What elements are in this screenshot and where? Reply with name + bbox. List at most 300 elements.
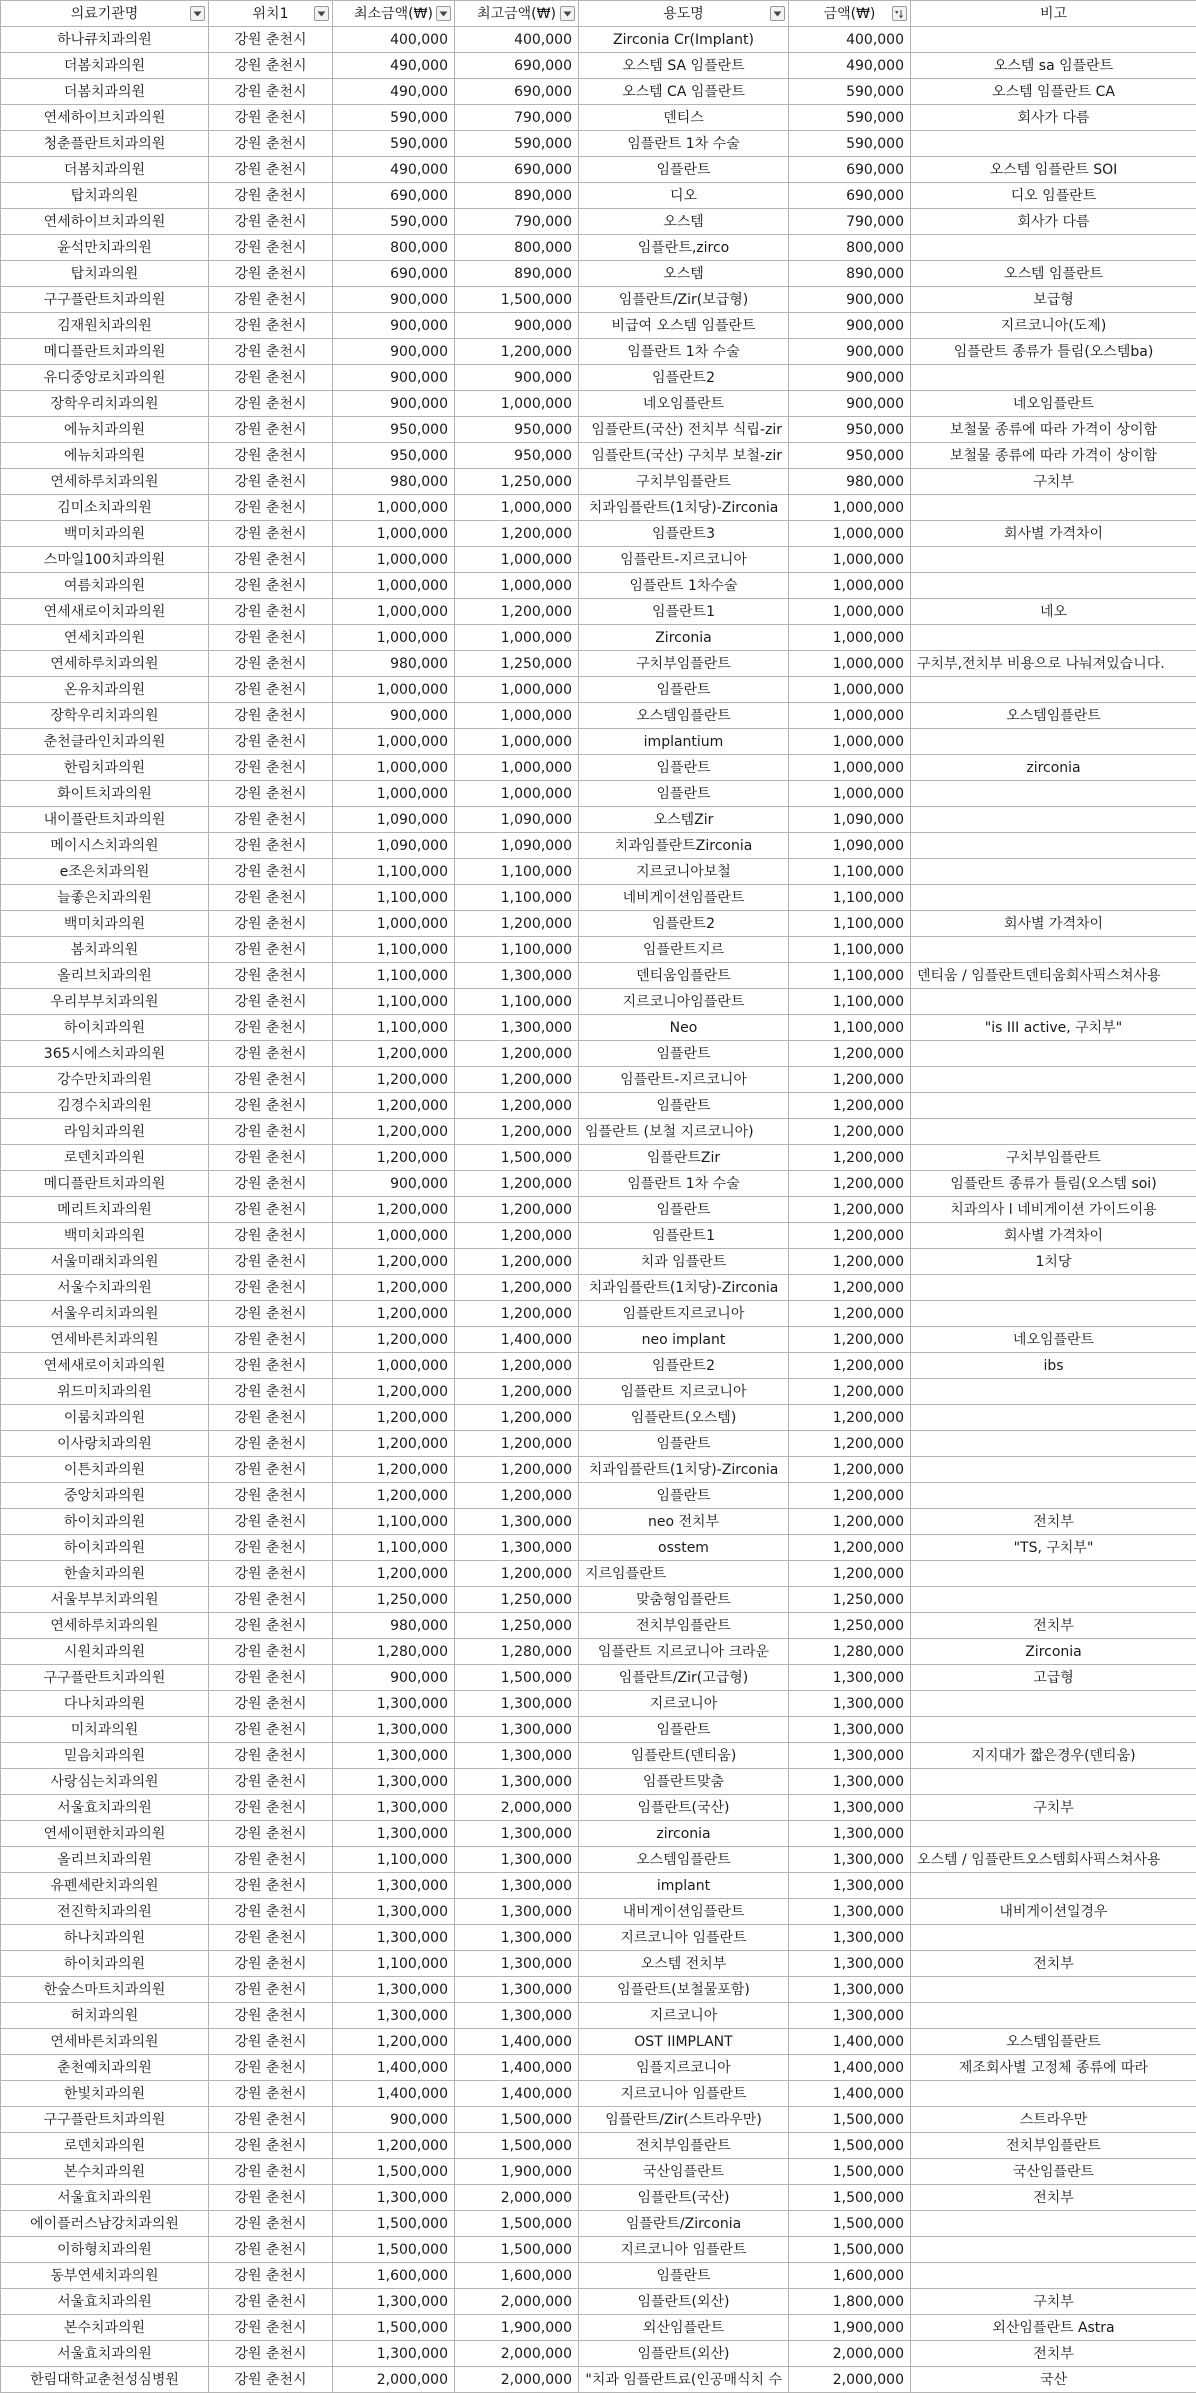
cell-usage-name[interactable]: 치과임플란트(1치당)-Zirconia bbox=[579, 1275, 789, 1301]
cell-usage-name[interactable]: 전치부임플란트 bbox=[579, 1613, 789, 1639]
cell-remarks[interactable] bbox=[911, 547, 1196, 573]
cell-max-price[interactable]: 1,200,000 bbox=[455, 1119, 579, 1145]
cell-remarks[interactable] bbox=[911, 1717, 1196, 1743]
cell-price[interactable]: 1,090,000 bbox=[789, 833, 911, 859]
cell-remarks[interactable]: 지르코니아(도제) bbox=[911, 313, 1196, 339]
cell-usage-name[interactable]: 임플란트3 bbox=[579, 521, 789, 547]
cell-usage-name[interactable]: 네오임플란트 bbox=[579, 391, 789, 417]
cell-remarks[interactable] bbox=[911, 1093, 1196, 1119]
table-row[interactable] bbox=[1, 547, 1196, 573]
cell-institution-name[interactable]: 서울미래치과의원 bbox=[1, 1249, 209, 1275]
cell-remarks[interactable] bbox=[911, 1301, 1196, 1327]
cell-min-price[interactable]: 1,300,000 bbox=[333, 1977, 455, 2003]
cell-max-price[interactable]: 2,000,000 bbox=[455, 1795, 579, 1821]
cell-usage-name[interactable]: 임플란트 bbox=[579, 677, 789, 703]
cell-max-price[interactable]: 1,000,000 bbox=[455, 781, 579, 807]
cell-min-price[interactable]: 1,250,000 bbox=[333, 1587, 455, 1613]
cell-institution-name[interactable]: 더봄치과의원 bbox=[1, 53, 209, 79]
cell-price[interactable]: 1,400,000 bbox=[789, 2029, 911, 2055]
table-row[interactable] bbox=[1, 1197, 1196, 1223]
cell-max-price[interactable]: 1,090,000 bbox=[455, 807, 579, 833]
dropdown-arrow-icon[interactable] bbox=[190, 6, 205, 21]
cell-max-price[interactable]: 1,250,000 bbox=[455, 651, 579, 677]
cell-remarks[interactable] bbox=[911, 2211, 1196, 2237]
cell-institution-name[interactable]: 장학우리치과의원 bbox=[1, 391, 209, 417]
cell-remarks[interactable]: 덴티움 / 임플란트덴티움회사픽스쳐사용 bbox=[911, 963, 1196, 989]
cell-min-price[interactable]: 690,000 bbox=[333, 183, 455, 209]
cell-remarks[interactable]: 내비게이션일경우 bbox=[911, 1899, 1196, 1925]
cell-min-price[interactable]: 1,000,000 bbox=[333, 677, 455, 703]
cell-max-price[interactable]: 1,400,000 bbox=[455, 2081, 579, 2107]
cell-location[interactable]: 강원 춘천시 bbox=[209, 677, 333, 703]
table-row[interactable] bbox=[1, 1275, 1196, 1301]
cell-usage-name[interactable]: implant bbox=[579, 1873, 789, 1899]
cell-remarks[interactable]: "TS, 구치부" bbox=[911, 1535, 1196, 1561]
cell-min-price[interactable]: 1,200,000 bbox=[333, 1405, 455, 1431]
cell-min-price[interactable]: 490,000 bbox=[333, 157, 455, 183]
cell-usage-name[interactable]: 지르코니아 임플란트 bbox=[579, 2237, 789, 2263]
cell-max-price[interactable]: 1,250,000 bbox=[455, 469, 579, 495]
table-row[interactable] bbox=[1, 833, 1196, 859]
cell-remarks[interactable] bbox=[911, 859, 1196, 885]
cell-remarks[interactable] bbox=[911, 1925, 1196, 1951]
cell-price[interactable]: 400,000 bbox=[789, 27, 911, 53]
cell-price[interactable]: 1,200,000 bbox=[789, 1093, 911, 1119]
cell-institution-name[interactable]: 서울수치과의원 bbox=[1, 1275, 209, 1301]
cell-institution-name[interactable]: 탑치과의원 bbox=[1, 261, 209, 287]
cell-institution-name[interactable]: 화이트치과의원 bbox=[1, 781, 209, 807]
cell-location[interactable]: 강원 춘천시 bbox=[209, 651, 333, 677]
cell-institution-name[interactable]: 강수만치과의원 bbox=[1, 1067, 209, 1093]
cell-min-price[interactable]: 400,000 bbox=[333, 27, 455, 53]
cell-price[interactable]: 1,000,000 bbox=[789, 573, 911, 599]
cell-usage-name[interactable]: 임플란트/Zirconia bbox=[579, 2211, 789, 2237]
cell-min-price[interactable]: 900,000 bbox=[333, 287, 455, 313]
cell-remarks[interactable]: 오스템 임플란트 bbox=[911, 261, 1196, 287]
cell-min-price[interactable]: 1,500,000 bbox=[333, 2237, 455, 2263]
cell-institution-name[interactable]: 구구플란트치과의원 bbox=[1, 1665, 209, 1691]
cell-location[interactable]: 강원 춘천시 bbox=[209, 2107, 333, 2133]
cell-price[interactable]: 490,000 bbox=[789, 53, 911, 79]
cell-min-price[interactable]: 1,300,000 bbox=[333, 2003, 455, 2029]
cell-price[interactable]: 1,500,000 bbox=[789, 2107, 911, 2133]
cell-max-price[interactable]: 1,500,000 bbox=[455, 2237, 579, 2263]
cell-max-price[interactable]: 1,200,000 bbox=[455, 1067, 579, 1093]
cell-price[interactable]: 1,200,000 bbox=[789, 1353, 911, 1379]
table-row[interactable] bbox=[1, 1691, 1196, 1717]
cell-min-price[interactable]: 1,300,000 bbox=[333, 1821, 455, 1847]
cell-max-price[interactable]: 590,000 bbox=[455, 131, 579, 157]
cell-remarks[interactable]: 제조회사별 고정체 종류에 따라 bbox=[911, 2055, 1196, 2081]
cell-usage-name[interactable]: 오스템 bbox=[579, 261, 789, 287]
cell-max-price[interactable]: 1,300,000 bbox=[455, 1821, 579, 1847]
cell-min-price[interactable]: 1,200,000 bbox=[333, 1431, 455, 1457]
cell-usage-name[interactable]: 임플란트 bbox=[579, 1717, 789, 1743]
cell-location[interactable]: 강원 춘천시 bbox=[209, 1431, 333, 1457]
cell-price[interactable]: 1,200,000 bbox=[789, 1041, 911, 1067]
cell-price[interactable]: 1,090,000 bbox=[789, 807, 911, 833]
cell-institution-name[interactable]: 김경수치과의원 bbox=[1, 1093, 209, 1119]
cell-min-price[interactable]: 1,000,000 bbox=[333, 599, 455, 625]
cell-location[interactable]: 강원 춘천시 bbox=[209, 53, 333, 79]
cell-max-price[interactable]: 1,200,000 bbox=[455, 1379, 579, 1405]
cell-remarks[interactable]: 전치부 bbox=[911, 1509, 1196, 1535]
cell-institution-name[interactable]: 하나치과의원 bbox=[1, 1925, 209, 1951]
cell-institution-name[interactable]: 늘좋은치과의원 bbox=[1, 885, 209, 911]
cell-remarks[interactable]: 외산임플란트 Astra bbox=[911, 2315, 1196, 2341]
cell-remarks[interactable]: 오스템임플란트 bbox=[911, 703, 1196, 729]
cell-price[interactable]: 1,800,000 bbox=[789, 2289, 911, 2315]
cell-max-price[interactable]: 950,000 bbox=[455, 417, 579, 443]
cell-max-price[interactable]: 1,500,000 bbox=[455, 2211, 579, 2237]
cell-location[interactable]: 강원 춘천시 bbox=[209, 157, 333, 183]
cell-location[interactable]: 강원 춘천시 bbox=[209, 183, 333, 209]
table-row[interactable] bbox=[1, 885, 1196, 911]
cell-institution-name[interactable]: 우리부부치과의원 bbox=[1, 989, 209, 1015]
cell-max-price[interactable]: 1,090,000 bbox=[455, 833, 579, 859]
table-row[interactable] bbox=[1, 1379, 1196, 1405]
cell-max-price[interactable]: 1,400,000 bbox=[455, 2029, 579, 2055]
table-row[interactable] bbox=[1, 1561, 1196, 1587]
cell-price[interactable]: 1,200,000 bbox=[789, 1405, 911, 1431]
cell-usage-name[interactable]: 임플란트(덴티움) bbox=[579, 1743, 789, 1769]
cell-remarks[interactable]: 치과의사 l 네비게이션 가이드이용 bbox=[911, 1197, 1196, 1223]
cell-location[interactable]: 강원 춘천시 bbox=[209, 1977, 333, 2003]
cell-min-price[interactable]: 1,100,000 bbox=[333, 1951, 455, 1977]
table-row[interactable] bbox=[1, 1431, 1196, 1457]
cell-remarks[interactable] bbox=[911, 1275, 1196, 1301]
cell-remarks[interactable] bbox=[911, 2081, 1196, 2107]
cell-institution-name[interactable]: 하이치과의원 bbox=[1, 1951, 209, 1977]
cell-remarks[interactable] bbox=[911, 1379, 1196, 1405]
cell-min-price[interactable]: 2,000,000 bbox=[333, 2367, 455, 2393]
cell-min-price[interactable]: 1,300,000 bbox=[333, 1743, 455, 1769]
cell-institution-name[interactable]: 백미치과의원 bbox=[1, 521, 209, 547]
cell-max-price[interactable]: 790,000 bbox=[455, 209, 579, 235]
cell-usage-name[interactable]: 임플란트(국산) bbox=[579, 1795, 789, 1821]
cell-min-price[interactable]: 1,000,000 bbox=[333, 573, 455, 599]
cell-institution-name[interactable]: e조은치과의원 bbox=[1, 859, 209, 885]
cell-location[interactable]: 강원 춘천시 bbox=[209, 469, 333, 495]
cell-remarks[interactable] bbox=[911, 1405, 1196, 1431]
cell-min-price[interactable]: 800,000 bbox=[333, 235, 455, 261]
cell-remarks[interactable] bbox=[911, 625, 1196, 651]
table-row[interactable] bbox=[1, 1743, 1196, 1769]
cell-remarks[interactable] bbox=[911, 131, 1196, 157]
cell-price[interactable]: 1,300,000 bbox=[789, 1691, 911, 1717]
cell-usage-name[interactable]: 임플란트 bbox=[579, 157, 789, 183]
cell-remarks[interactable]: 국산 bbox=[911, 2367, 1196, 2393]
cell-price[interactable]: 1,200,000 bbox=[789, 1223, 911, 1249]
cell-max-price[interactable]: 1,000,000 bbox=[455, 573, 579, 599]
cell-max-price[interactable]: 1,300,000 bbox=[455, 1951, 579, 1977]
table-row[interactable] bbox=[1, 573, 1196, 599]
cell-price[interactable]: 1,300,000 bbox=[789, 1743, 911, 1769]
cell-usage-name[interactable]: 임플란트(보철물포함) bbox=[579, 1977, 789, 2003]
cell-remarks[interactable] bbox=[911, 781, 1196, 807]
table-row[interactable] bbox=[1, 261, 1196, 287]
cell-location[interactable]: 강원 춘천시 bbox=[209, 1457, 333, 1483]
cell-price[interactable]: 900,000 bbox=[789, 391, 911, 417]
cell-remarks[interactable]: zirconia bbox=[911, 755, 1196, 781]
cell-min-price[interactable]: 1,400,000 bbox=[333, 2055, 455, 2081]
cell-location[interactable]: 강원 춘천시 bbox=[209, 417, 333, 443]
cell-institution-name[interactable]: 더봄치과의원 bbox=[1, 79, 209, 105]
cell-remarks[interactable] bbox=[911, 573, 1196, 599]
cell-remarks[interactable]: 국산임플란트 bbox=[911, 2159, 1196, 2185]
cell-usage-name[interactable]: 임플란트1 bbox=[579, 599, 789, 625]
cell-min-price[interactable]: 1,200,000 bbox=[333, 1197, 455, 1223]
cell-price[interactable]: 1,100,000 bbox=[789, 885, 911, 911]
table-row[interactable] bbox=[1, 287, 1196, 313]
cell-min-price[interactable]: 1,600,000 bbox=[333, 2263, 455, 2289]
cell-location[interactable]: 강원 춘천시 bbox=[209, 521, 333, 547]
cell-location[interactable]: 강원 춘천시 bbox=[209, 1561, 333, 1587]
cell-price[interactable]: 1,200,000 bbox=[789, 1197, 911, 1223]
cell-institution-name[interactable]: 메디플란트치과의원 bbox=[1, 339, 209, 365]
cell-min-price[interactable]: 1,300,000 bbox=[333, 1925, 455, 1951]
cell-price[interactable]: 1,200,000 bbox=[789, 1275, 911, 1301]
header-location[interactable] bbox=[209, 1, 333, 27]
table-row[interactable] bbox=[1, 417, 1196, 443]
cell-max-price[interactable]: 1,300,000 bbox=[455, 1873, 579, 1899]
cell-institution-name[interactable]: 연세하루치과의원 bbox=[1, 1613, 209, 1639]
cell-price[interactable]: 1,200,000 bbox=[789, 1067, 911, 1093]
cell-usage-name[interactable]: 임플란트(국산) 구치부 보철-zir bbox=[579, 443, 789, 469]
cell-max-price[interactable]: 1,300,000 bbox=[455, 1743, 579, 1769]
cell-institution-name[interactable]: 시원치과의원 bbox=[1, 1639, 209, 1665]
table-row[interactable] bbox=[1, 1509, 1196, 1535]
cell-min-price[interactable]: 1,090,000 bbox=[333, 807, 455, 833]
cell-remarks[interactable] bbox=[911, 677, 1196, 703]
cell-price[interactable]: 950,000 bbox=[789, 417, 911, 443]
cell-location[interactable]: 강원 춘천시 bbox=[209, 781, 333, 807]
cell-usage-name[interactable]: 오스템 bbox=[579, 209, 789, 235]
cell-remarks[interactable]: 전치부 bbox=[911, 2185, 1196, 2211]
table-row[interactable] bbox=[1, 2185, 1196, 2211]
cell-institution-name[interactable]: 메리트치과의원 bbox=[1, 1197, 209, 1223]
cell-remarks[interactable]: 네오임플란트 bbox=[911, 391, 1196, 417]
cell-usage-name[interactable]: 임플란트-지르코니아 bbox=[579, 1067, 789, 1093]
cell-remarks[interactable] bbox=[911, 1769, 1196, 1795]
cell-location[interactable]: 강원 춘천시 bbox=[209, 625, 333, 651]
cell-min-price[interactable]: 1,100,000 bbox=[333, 859, 455, 885]
cell-max-price[interactable]: 1,300,000 bbox=[455, 1509, 579, 1535]
table-row[interactable] bbox=[1, 157, 1196, 183]
table-row[interactable] bbox=[1, 1457, 1196, 1483]
cell-location[interactable]: 강원 춘천시 bbox=[209, 2341, 333, 2367]
cell-location[interactable]: 강원 춘천시 bbox=[209, 1145, 333, 1171]
cell-max-price[interactable]: 1,000,000 bbox=[455, 495, 579, 521]
cell-remarks[interactable]: 고급형 bbox=[911, 1665, 1196, 1691]
table-row[interactable] bbox=[1, 625, 1196, 651]
cell-institution-name[interactable]: 허치과의원 bbox=[1, 2003, 209, 2029]
cell-price[interactable]: 590,000 bbox=[789, 131, 911, 157]
cell-price[interactable]: 1,000,000 bbox=[789, 677, 911, 703]
cell-max-price[interactable]: 1,200,000 bbox=[455, 1405, 579, 1431]
cell-usage-name[interactable]: 임플란트 bbox=[579, 755, 789, 781]
cell-max-price[interactable]: 1,500,000 bbox=[455, 1665, 579, 1691]
cell-usage-name[interactable]: Neo bbox=[579, 1015, 789, 1041]
table-row[interactable] bbox=[1, 1171, 1196, 1197]
cell-min-price[interactable]: 900,000 bbox=[333, 703, 455, 729]
cell-remarks[interactable]: 전치부 bbox=[911, 1951, 1196, 1977]
cell-remarks[interactable]: 오스템 / 임플란트오스템회사픽스쳐사용 bbox=[911, 1847, 1196, 1873]
cell-remarks[interactable] bbox=[911, 1119, 1196, 1145]
cell-location[interactable]: 강원 춘천시 bbox=[209, 2185, 333, 2211]
cell-price[interactable]: 1,500,000 bbox=[789, 2237, 911, 2263]
table-row[interactable] bbox=[1, 53, 1196, 79]
cell-max-price[interactable]: 1,300,000 bbox=[455, 1899, 579, 1925]
cell-location[interactable]: 강원 춘천시 bbox=[209, 2315, 333, 2341]
cell-location[interactable]: 강원 춘천시 bbox=[209, 807, 333, 833]
cell-institution-name[interactable]: 온유치과의원 bbox=[1, 677, 209, 703]
table-row[interactable] bbox=[1, 1405, 1196, 1431]
cell-remarks[interactable] bbox=[911, 1483, 1196, 1509]
cell-min-price[interactable]: 1,100,000 bbox=[333, 1015, 455, 1041]
cell-price[interactable]: 1,300,000 bbox=[789, 1821, 911, 1847]
cell-remarks[interactable]: 전치부 bbox=[911, 1613, 1196, 1639]
cell-location[interactable]: 강원 춘천시 bbox=[209, 339, 333, 365]
cell-min-price[interactable]: 1,300,000 bbox=[333, 2289, 455, 2315]
cell-price[interactable]: 1,600,000 bbox=[789, 2263, 911, 2289]
cell-price[interactable]: 1,000,000 bbox=[789, 521, 911, 547]
cell-max-price[interactable]: 1,000,000 bbox=[455, 625, 579, 651]
table-row[interactable] bbox=[1, 495, 1196, 521]
cell-location[interactable]: 강원 춘천시 bbox=[209, 1275, 333, 1301]
cell-usage-name[interactable]: 지르코니아 임플란트 bbox=[579, 1925, 789, 1951]
cell-location[interactable]: 강원 춘천시 bbox=[209, 1587, 333, 1613]
cell-remarks[interactable]: 전치부임플란트 bbox=[911, 2133, 1196, 2159]
cell-min-price[interactable]: 900,000 bbox=[333, 2107, 455, 2133]
cell-institution-name[interactable]: 라임치과의원 bbox=[1, 1119, 209, 1145]
header-price[interactable] bbox=[789, 1, 911, 27]
cell-location[interactable]: 강원 춘천시 bbox=[209, 1847, 333, 1873]
cell-location[interactable]: 강원 춘천시 bbox=[209, 1665, 333, 1691]
cell-institution-name[interactable]: 365시에스치과의원 bbox=[1, 1041, 209, 1067]
cell-max-price[interactable]: 1,300,000 bbox=[455, 1977, 579, 2003]
cell-usage-name[interactable]: 구치부임플란트 bbox=[579, 651, 789, 677]
table-row[interactable] bbox=[1, 521, 1196, 547]
cell-remarks[interactable]: 네오임플란트 bbox=[911, 1327, 1196, 1353]
table-row[interactable] bbox=[1, 1951, 1196, 1977]
table-row[interactable] bbox=[1, 1769, 1196, 1795]
cell-min-price[interactable]: 1,200,000 bbox=[333, 1379, 455, 1405]
table-row[interactable] bbox=[1, 1067, 1196, 1093]
cell-usage-name[interactable]: neo implant bbox=[579, 1327, 789, 1353]
cell-remarks[interactable]: 오스템임플란트 bbox=[911, 2029, 1196, 2055]
cell-usage-name[interactable]: 임플란트 bbox=[579, 1197, 789, 1223]
cell-usage-name[interactable]: 치과 임플란트 bbox=[579, 1249, 789, 1275]
cell-remarks[interactable] bbox=[911, 495, 1196, 521]
cell-remarks[interactable] bbox=[911, 1977, 1196, 2003]
cell-location[interactable]: 강원 춘천시 bbox=[209, 1613, 333, 1639]
cell-location[interactable]: 강원 춘천시 bbox=[209, 1795, 333, 1821]
cell-min-price[interactable]: 590,000 bbox=[333, 131, 455, 157]
cell-price[interactable]: 1,200,000 bbox=[789, 1431, 911, 1457]
cell-min-price[interactable]: 1,000,000 bbox=[333, 911, 455, 937]
cell-usage-name[interactable]: 임플란트 bbox=[579, 2263, 789, 2289]
table-row[interactable] bbox=[1, 1483, 1196, 1509]
cell-usage-name[interactable]: 임플란트 bbox=[579, 1431, 789, 1457]
cell-remarks[interactable] bbox=[911, 1873, 1196, 1899]
cell-max-price[interactable]: 2,000,000 bbox=[455, 2289, 579, 2315]
cell-usage-name[interactable]: 국산임플란트 bbox=[579, 2159, 789, 2185]
cell-institution-name[interactable]: 청춘플란트치과의원 bbox=[1, 131, 209, 157]
cell-usage-name[interactable]: 지르코니아 bbox=[579, 2003, 789, 2029]
table-row[interactable] bbox=[1, 2029, 1196, 2055]
cell-price[interactable]: 1,100,000 bbox=[789, 1015, 911, 1041]
cell-price[interactable]: 1,300,000 bbox=[789, 1951, 911, 1977]
cell-min-price[interactable]: 1,000,000 bbox=[333, 1353, 455, 1379]
cell-usage-name[interactable]: 임플란트2 bbox=[579, 1353, 789, 1379]
cell-location[interactable]: 강원 춘천시 bbox=[209, 911, 333, 937]
cell-location[interactable]: 강원 춘천시 bbox=[209, 287, 333, 313]
cell-institution-name[interactable]: 에뉴치과의원 bbox=[1, 417, 209, 443]
cell-price[interactable]: 1,200,000 bbox=[789, 1301, 911, 1327]
cell-min-price[interactable]: 1,200,000 bbox=[333, 1145, 455, 1171]
cell-min-price[interactable]: 1,400,000 bbox=[333, 2081, 455, 2107]
cell-institution-name[interactable]: 연세새로이치과의원 bbox=[1, 599, 209, 625]
cell-location[interactable]: 강원 춘천시 bbox=[209, 885, 333, 911]
cell-min-price[interactable]: 1,000,000 bbox=[333, 781, 455, 807]
cell-min-price[interactable]: 1,100,000 bbox=[333, 1509, 455, 1535]
cell-usage-name[interactable]: 임플란트 bbox=[579, 781, 789, 807]
cell-location[interactable]: 강원 춘천시 bbox=[209, 131, 333, 157]
cell-location[interactable]: 강원 춘천시 bbox=[209, 79, 333, 105]
cell-max-price[interactable]: 1,100,000 bbox=[455, 937, 579, 963]
cell-institution-name[interactable]: 더봄치과의원 bbox=[1, 157, 209, 183]
cell-price[interactable]: 1,200,000 bbox=[789, 1119, 911, 1145]
cell-price[interactable]: 1,200,000 bbox=[789, 1379, 911, 1405]
cell-usage-name[interactable]: 오스템임플란트 bbox=[579, 1847, 789, 1873]
cell-location[interactable]: 강원 춘천시 bbox=[209, 2081, 333, 2107]
cell-price[interactable]: 1,250,000 bbox=[789, 1613, 911, 1639]
cell-max-price[interactable]: 690,000 bbox=[455, 53, 579, 79]
cell-usage-name[interactable]: 임플란트 bbox=[579, 1041, 789, 1067]
cell-price[interactable]: 800,000 bbox=[789, 235, 911, 261]
cell-price[interactable]: 1,500,000 bbox=[789, 2211, 911, 2237]
cell-usage-name[interactable]: 임플란트 1차수술 bbox=[579, 573, 789, 599]
cell-max-price[interactable]: 1,250,000 bbox=[455, 1587, 579, 1613]
table-row[interactable] bbox=[1, 1639, 1196, 1665]
cell-usage-name[interactable]: 임플란트/Zir(고급형) bbox=[579, 1665, 789, 1691]
cell-remarks[interactable]: 보급형 bbox=[911, 287, 1196, 313]
cell-usage-name[interactable]: Zirconia bbox=[579, 625, 789, 651]
cell-max-price[interactable]: 1,200,000 bbox=[455, 1249, 579, 1275]
cell-price[interactable]: 900,000 bbox=[789, 287, 911, 313]
cell-min-price[interactable]: 1,200,000 bbox=[333, 1483, 455, 1509]
cell-usage-name[interactable]: 임플란트(오스템) bbox=[579, 1405, 789, 1431]
cell-min-price[interactable]: 1,280,000 bbox=[333, 1639, 455, 1665]
cell-institution-name[interactable]: 여름치과의원 bbox=[1, 573, 209, 599]
cell-location[interactable]: 강원 춘천시 bbox=[209, 2133, 333, 2159]
cell-location[interactable]: 강원 춘천시 bbox=[209, 1639, 333, 1665]
cell-min-price[interactable]: 490,000 bbox=[333, 79, 455, 105]
dropdown-arrow-icon[interactable] bbox=[560, 6, 575, 21]
table-row[interactable] bbox=[1, 2133, 1196, 2159]
cell-max-price[interactable]: 1,280,000 bbox=[455, 1639, 579, 1665]
cell-max-price[interactable]: 1,300,000 bbox=[455, 1925, 579, 1951]
cell-location[interactable]: 강원 춘천시 bbox=[209, 313, 333, 339]
cell-max-price[interactable]: 1,200,000 bbox=[455, 1275, 579, 1301]
cell-location[interactable]: 강원 춘천시 bbox=[209, 755, 333, 781]
cell-institution-name[interactable]: 동부연세치과의원 bbox=[1, 2263, 209, 2289]
cell-remarks[interactable]: 임플란트 종류가 틀림(오스템ba) bbox=[911, 339, 1196, 365]
table-row[interactable] bbox=[1, 989, 1196, 1015]
cell-min-price[interactable]: 1,200,000 bbox=[333, 1119, 455, 1145]
cell-price[interactable]: 1,200,000 bbox=[789, 1483, 911, 1509]
